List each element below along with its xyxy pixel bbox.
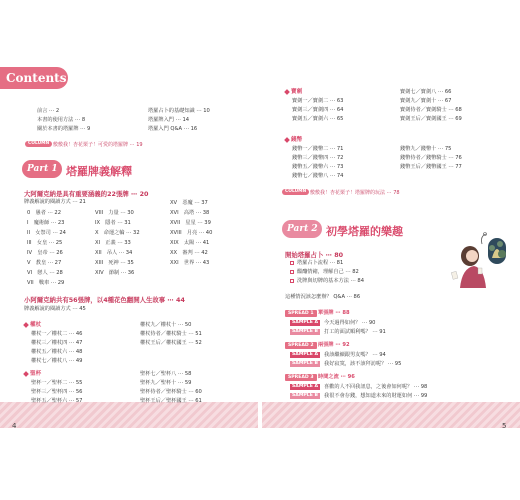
left-page-decorative-strip bbox=[0, 402, 258, 428]
spread2-title[interactable]: 兩張牌 ⋯ 92 bbox=[318, 342, 350, 348]
suit-entry[interactable]: 寶劍王后／寶劍國王 ⋯ 69 bbox=[400, 116, 462, 122]
sample-tag: SAMPLE B bbox=[292, 329, 318, 334]
suit-entry[interactable]: 錢幣九／錢幣十 ⋯ 75 bbox=[400, 146, 452, 152]
spread3-title[interactable]: 時間之流 ⋯ 96 bbox=[318, 374, 355, 380]
start-entry[interactable]: 塔羅占卜流程 ⋯ 81 bbox=[297, 260, 344, 266]
spread3-badge: SPREAD 3 bbox=[285, 374, 317, 381]
sample-entry[interactable]: 打工的面試順利嗎？ ⋯ 91 bbox=[324, 329, 386, 335]
wands-heading: 權杖 bbox=[24, 320, 41, 328]
toc-entry[interactable]: 塔羅占卜的基礎知識 ⋯ 10 bbox=[148, 108, 210, 114]
start-entry[interactable]: 洗牌與切牌的基本方法 ⋯ 84 bbox=[297, 278, 364, 284]
suit-entry[interactable]: 聖杯侍者／聖杯騎士 ⋯ 60 bbox=[140, 389, 202, 395]
suit-entry[interactable]: 聖杯五／聖杯六 ⋯ 57 bbox=[31, 398, 83, 404]
major-card-entry[interactable]: V 教皇 ⋯ 27 bbox=[27, 260, 62, 266]
sample-tag: SAMPLE B bbox=[292, 361, 318, 366]
major-card-entry[interactable]: XI 正義 ⋯ 33 bbox=[95, 240, 131, 246]
suit-entry[interactable]: 聖杯一／聖杯二 ⋯ 55 bbox=[31, 380, 83, 386]
suit-entry[interactable]: 權杖七／權杖八 ⋯ 49 bbox=[31, 358, 83, 364]
sample-tag: SAMPLE B bbox=[292, 393, 318, 398]
part1-title: 塔羅牌義解釋 bbox=[66, 165, 132, 178]
major-card-entry[interactable]: 0 愚者 ⋯ 22 bbox=[27, 210, 62, 216]
part1-label: Part 1 bbox=[27, 164, 58, 174]
major-card-entry[interactable]: XV 惡魔 ⋯ 37 bbox=[170, 200, 208, 206]
column-entry[interactable]: 敷敷我！杏花栗子！塔羅牌的玩法 ⋯ 78 bbox=[310, 190, 400, 196]
sample-tag: SAMPLE A bbox=[292, 320, 319, 325]
sample-entry[interactable]: 我好寂寞，該不該拜訪呢？ ⋯ 95 bbox=[324, 361, 402, 367]
right-page-decorative-strip bbox=[262, 402, 520, 428]
diamond-bullet-icon bbox=[23, 371, 29, 377]
sample-entry[interactable]: 我該繼續跟男友嗎？ ⋯ 94 bbox=[324, 352, 386, 358]
sample-tag: SAMPLE A bbox=[292, 352, 319, 357]
start-reading-heading[interactable]: 開始塔羅占卜 ⋯ 80 bbox=[285, 251, 344, 259]
suit-entry[interactable]: 寶劍七／寶劍八 ⋯ 66 bbox=[400, 89, 452, 95]
suit-entry[interactable]: 聖杯三／聖杯四 ⋯ 56 bbox=[31, 389, 83, 395]
suit-entry[interactable]: 權杖三／權杖四 ⋯ 47 bbox=[31, 340, 83, 346]
column-badge: COLUMN bbox=[282, 189, 309, 195]
spread2-badge: SPREAD 2 bbox=[285, 342, 317, 349]
major-card-entry[interactable]: XII 吊人 ⋯ 34 bbox=[95, 250, 133, 256]
suit-entry[interactable]: 聖杯九／聖杯十 ⋯ 59 bbox=[140, 380, 192, 386]
spread1-badge: SPREAD 1 bbox=[285, 310, 317, 317]
major-arcana-heading[interactable]: 大阿爾克納是具有重要涵義的22張牌 ⋯ 20 bbox=[24, 190, 149, 198]
major-card-entry[interactable]: VII 戰車 ⋯ 29 bbox=[27, 280, 65, 286]
major-card-entry[interactable]: XXI 世界 ⋯ 43 bbox=[170, 260, 210, 266]
minor-subtitle[interactable]: 牌義解說的閱讀方式 ⋯ 45 bbox=[24, 306, 86, 312]
suit-entry[interactable]: 錢幣三／錢幣四 ⋯ 72 bbox=[292, 155, 344, 161]
page-number-left: 4 bbox=[12, 422, 17, 430]
major-card-entry[interactable]: IV 皇帝 ⋯ 26 bbox=[27, 250, 63, 256]
suit-entry[interactable]: 權杖侍者／權杖騎士 ⋯ 51 bbox=[140, 331, 202, 337]
sample-entry[interactable]: 喜歡的人不回我訊息，之後會如何呢？ ⋯ 98 bbox=[324, 384, 428, 390]
diamond-bullet-icon bbox=[23, 322, 29, 328]
minor-arcana-heading[interactable]: 小阿爾克納共有56張牌，以4種花色翻開人生故事 ⋯ 44 bbox=[24, 296, 185, 304]
major-card-entry[interactable]: XVI 高塔 ⋯ 38 bbox=[170, 210, 210, 216]
diamond-bullet-icon bbox=[284, 89, 290, 95]
major-card-entry[interactable]: X 命運之輪 ⋯ 32 bbox=[95, 230, 140, 236]
major-card-entry[interactable]: XIX 太陽 ⋯ 41 bbox=[170, 240, 210, 246]
part2-label: Part 2 bbox=[287, 224, 318, 234]
qa-entry[interactable]: 這種情況該怎麼辦？ Q&A ⋯ 86 bbox=[285, 294, 361, 300]
suit-entry[interactable]: 寶劍一／寶劍二 ⋯ 63 bbox=[292, 98, 344, 104]
swords-heading: 寶劍 bbox=[285, 87, 302, 95]
spread1-title[interactable]: 單張牌 ⋯ 88 bbox=[318, 310, 350, 316]
suit-entry[interactable]: 錢幣王后／錢幣國王 ⋯ 77 bbox=[400, 164, 462, 170]
major-card-entry[interactable]: I 魔術師 ⋯ 23 bbox=[27, 220, 65, 226]
suit-entry[interactable]: 聖杯王后／聖杯國王 ⋯ 61 bbox=[140, 398, 202, 404]
toc-entry[interactable]: 本書的使用方法 ⋯ 8 bbox=[37, 117, 86, 123]
major-card-entry[interactable]: VI 戀人 ⋯ 28 bbox=[27, 270, 63, 276]
bottom-margin bbox=[0, 436, 520, 500]
diamond-bullet-icon bbox=[284, 137, 290, 143]
suit-entry[interactable]: 錢幣侍者／錢幣騎士 ⋯ 76 bbox=[400, 155, 462, 161]
suit-entry[interactable]: 錢幣一／錢幣二 ⋯ 71 bbox=[292, 146, 344, 152]
suit-entry[interactable]: 錢幣五／錢幣六 ⋯ 73 bbox=[292, 164, 344, 170]
major-card-entry[interactable]: XIII 死神 ⋯ 35 bbox=[95, 260, 134, 266]
major-card-entry[interactable]: XVII 星星 ⋯ 39 bbox=[170, 220, 211, 226]
toc-entry[interactable]: 前言 ⋯ 2 bbox=[37, 108, 60, 114]
page-number-right: 5 bbox=[502, 422, 507, 430]
suit-entry[interactable]: 錢幣七／錢幣八 ⋯ 74 bbox=[292, 173, 344, 179]
major-card-entry[interactable]: II 女祭司 ⋯ 24 bbox=[27, 230, 66, 236]
suit-entry[interactable]: 權杖五／權杖六 ⋯ 48 bbox=[31, 349, 83, 355]
sample-tag: SAMPLE A bbox=[292, 384, 319, 389]
contents-header-tab: Contents bbox=[0, 67, 68, 89]
checkbox-bullet-icon bbox=[290, 270, 294, 274]
suit-entry[interactable]: 寶劍侍者／寶劍騎士 ⋯ 68 bbox=[400, 107, 462, 113]
suit-entry[interactable]: 權杖一／權杖二 ⋯ 46 bbox=[31, 331, 83, 337]
cups-heading: 聖杯 bbox=[24, 369, 41, 377]
toc-entry[interactable]: 關於本書的塔羅牌 ⋯ 9 bbox=[37, 126, 91, 132]
suit-entry[interactable]: 寶劍五／寶劍六 ⋯ 65 bbox=[292, 116, 344, 122]
suit-entry[interactable]: 寶劍三／寶劍四 ⋯ 64 bbox=[292, 107, 344, 113]
column-badge: COLUMN bbox=[25, 141, 52, 147]
sample-entry[interactable]: 今天過得如何？ ⋯ 90 bbox=[324, 320, 376, 326]
major-card-entry[interactable]: IX 隱者 ⋯ 31 bbox=[95, 220, 131, 226]
suit-entry[interactable]: 權杖王后／權杖國王 ⋯ 52 bbox=[140, 340, 202, 346]
major-subtitle[interactable]: 牌義解說的閱讀方式 ⋯ 21 bbox=[24, 199, 86, 205]
major-card-entry[interactable]: VIII 力量 ⋯ 30 bbox=[95, 210, 134, 216]
woman-with-tarot-illustration bbox=[448, 228, 510, 288]
suit-entry[interactable]: 寶劍九／寶劍十 ⋯ 67 bbox=[400, 98, 452, 104]
top-margin bbox=[0, 0, 520, 56]
suit-entry[interactable]: 聖杯七／聖杯八 ⋯ 58 bbox=[140, 371, 192, 377]
toc-entry[interactable]: 塔羅牌入門 ⋯ 14 bbox=[148, 117, 190, 123]
column-entry[interactable]: 敷敷我！杏花栗子！可愛的塔羅牌 ⋯ 19 bbox=[53, 142, 143, 148]
start-entry[interactable]: 醞釀情緒，理解自己 ⋯ 82 bbox=[297, 269, 359, 275]
checkbox-bullet-icon bbox=[290, 279, 294, 283]
toc-entry[interactable]: 塔羅入門 Q&A ⋯ 16 bbox=[148, 126, 198, 132]
major-card-entry[interactable]: III 女皇 ⋯ 25 bbox=[27, 240, 63, 246]
checkbox-bullet-icon bbox=[290, 261, 294, 265]
major-card-entry[interactable]: XX 審判 ⋯ 42 bbox=[170, 250, 208, 256]
pentacles-heading: 錢幣 bbox=[285, 135, 302, 143]
major-card-entry[interactable]: XVIII 月亮 ⋯ 40 bbox=[170, 230, 213, 236]
part2-title: 初學塔羅的樂趣 bbox=[326, 225, 403, 238]
suit-entry[interactable]: 權杖九／權杖十 ⋯ 50 bbox=[140, 322, 192, 328]
sample-entry[interactable]: 我很不會存錢，想知道未來的財運如何 ⋯ 99 bbox=[324, 393, 428, 399]
major-card-entry[interactable]: XIV 節制 ⋯ 36 bbox=[95, 270, 135, 276]
